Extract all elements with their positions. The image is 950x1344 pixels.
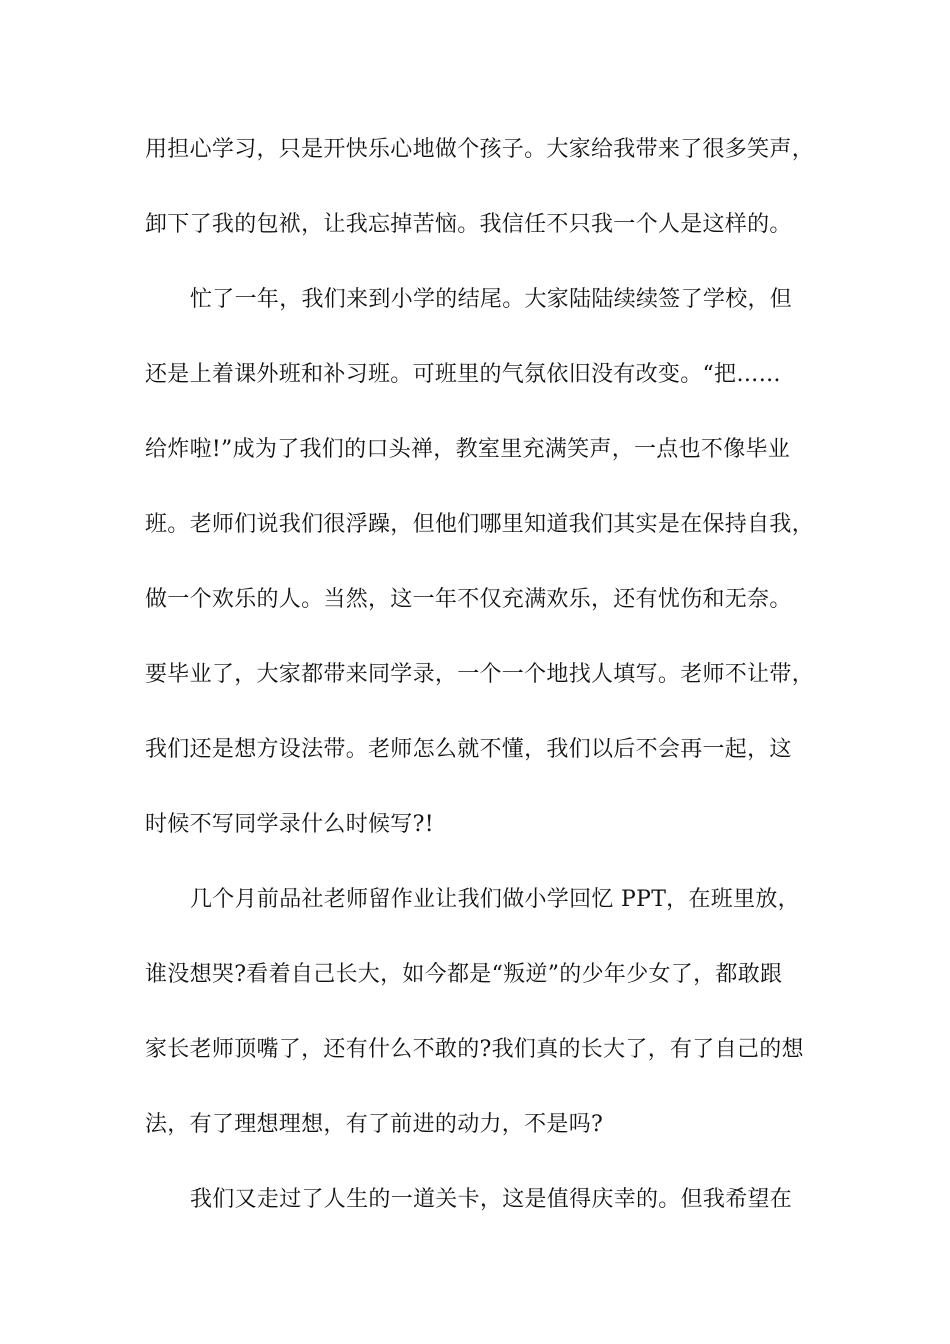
text-line-15: 我们又走过了人生的一道关卡，这是值得庆幸的。但我希望在 [190,1187,793,1212]
text-line-11: 几个月前品社老师留作业让我们做小学回忆 PPT，在班里放， [190,887,800,912]
text-line-5: 给炸啦!”成为了我们的口头禅，教室里充满笑声，一点也不像毕业 [145,437,791,462]
text-line-2: 卸下了我的包袱，让我忘掉苦恼。我信任不只我一个人是这样的。 [145,212,792,237]
text-line-10: 时候不写同学录什么时候写?! [145,812,434,837]
text-line-1: 用担心学习，只是开快乐心地做个孩子。大家给我带来了很多笑声， [145,137,815,162]
text-line-3: 忙了一年，我们来到小学的结尾。大家陆陆续续签了学校，但 [190,287,793,312]
text-line-9: 我们还是想方设法带。老师怎么就不懂，我们以后不会再一起，这 [145,737,792,762]
text-line-14: 法，有了理想理想，有了前进的动力，不是吗? [145,1112,604,1137]
text-line-12: 谁没想哭?看着自己长大，如今都是“叛逆”的少年少女了，都敢跟 [145,962,783,987]
text-line-13: 家长老师顶嘴了，还有什么不敢的?我们真的长大了，有了自己的想 [145,1037,804,1062]
text-line-8: 要毕业了，大家都带来同学录，一个一个地找人填写。老师不让带， [145,662,815,687]
text-line-4: 还是上着课外班和补习班。可班里的气氛依旧没有改变。“把…… [145,362,781,387]
text-line-7: 做一个欢乐的人。当然，这一年不仅充满欢乐，还有忧伤和无奈。 [145,587,792,612]
text-line-6: 班。老师们说我们很浮躁，但他们哪里知道我们其实是在保持自我， [145,512,815,537]
